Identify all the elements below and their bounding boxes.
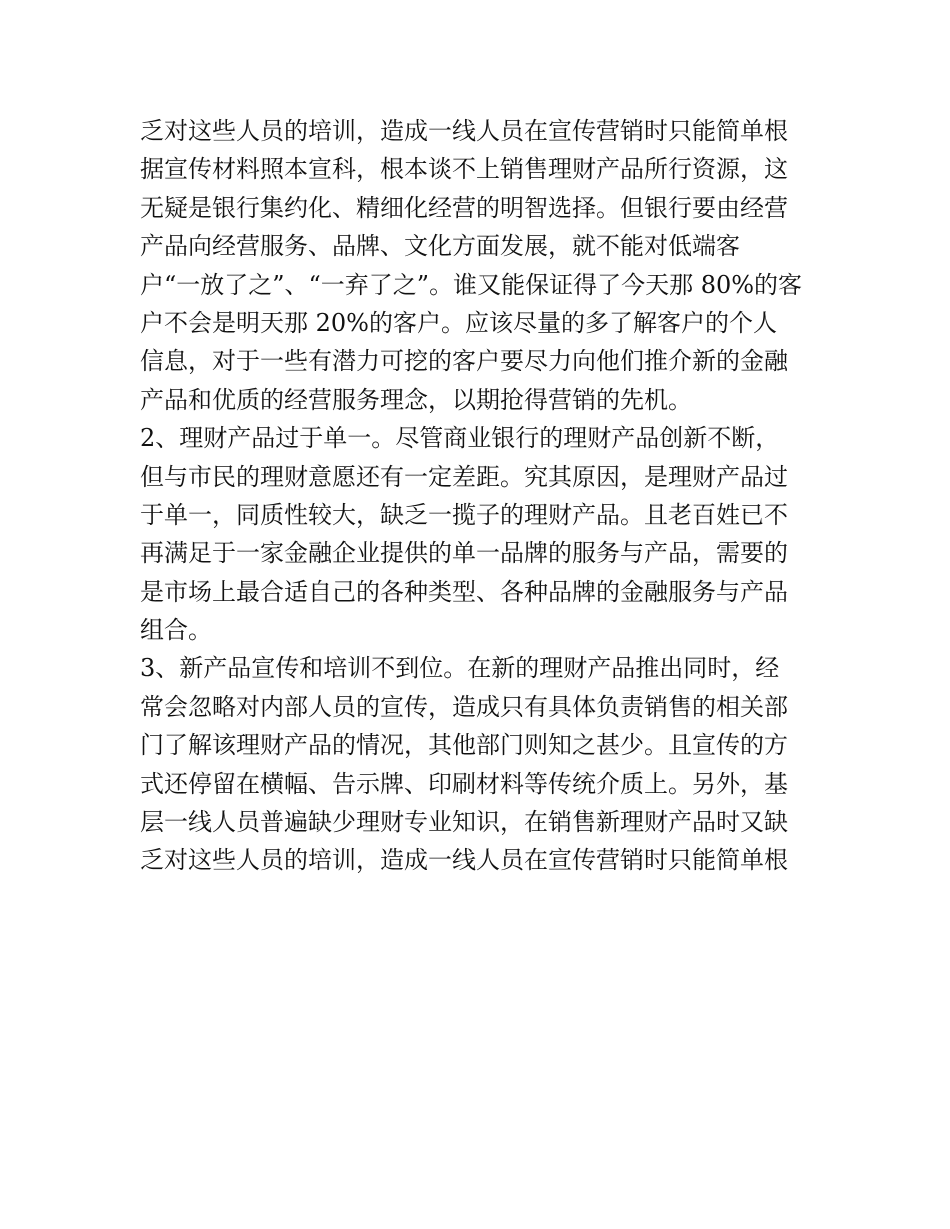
- text-line: 信息，对于一些有潜力可挖的客户要尽力向他们推介新的金融: [140, 347, 788, 376]
- list-item-2-start: 2、理财产品过于单一。尽管商业银行的理财产品创新不断，: [140, 424, 780, 453]
- text-line: 层一线人员普遍缺少理财专业知识，在销售新理财产品时又缺: [140, 808, 788, 837]
- text-line: 乏对这些人员的培训，造成一线人员在宣传营销时只能简单根: [140, 117, 788, 145]
- text-line: 再满足于一家金融企业提供的单一品牌的服务与产品，需要的: [140, 539, 788, 568]
- text-line: 常会忽略对内部人员的宣传，造成只有具体负责销售的相关部: [140, 692, 788, 721]
- text-line: 于单一，同质性较大，缺乏一揽子的理财产品。且老百姓已不: [140, 500, 788, 529]
- text-line: 但与市民的理财意愿还有一定差距。究其原因，是理财产品过: [140, 462, 788, 491]
- list-item-3-start: 3、新产品宣传和培训不到位。在新的理财产品推出同时，经: [140, 654, 780, 683]
- text-line: 是市场上最合适自己的各种类型、各种品牌的金融服务与产品: [140, 577, 788, 606]
- text-line: 产品和优质的经营服务理念，以期抢得营销的先机。: [140, 385, 692, 414]
- text-line: 乏对这些人员的培训，造成一线人员在宣传营销时只能简单根: [140, 846, 788, 875]
- text-line: 式还停留在横幅、告示牌、印刷材料等传统介质上。另外，基: [140, 769, 788, 798]
- text-line: 据宣传材料照本宣科，根本谈不上销售理财产品所行资源，这: [140, 155, 788, 184]
- text-line: 门了解该理财产品的情况，其他部门则知之甚少。且宣传的方: [140, 731, 788, 760]
- text-line: 产品向经营服务、品牌、文化方面发展，就不能对低端客: [140, 232, 740, 261]
- body-text: [140, 112, 820, 880]
- text-line: 户不会是明天那 20%的客户。应该尽量的多了解客户的个人: [140, 308, 777, 337]
- text-line: 组合。: [140, 616, 212, 645]
- text-line: 无疑是银行集约化、精细化经营的明智选择。但银行要由经营: [140, 193, 788, 222]
- text-line: 户“一放了之”、“一弃了之”。谁又能保证得了今天那 80%的客: [140, 270, 803, 299]
